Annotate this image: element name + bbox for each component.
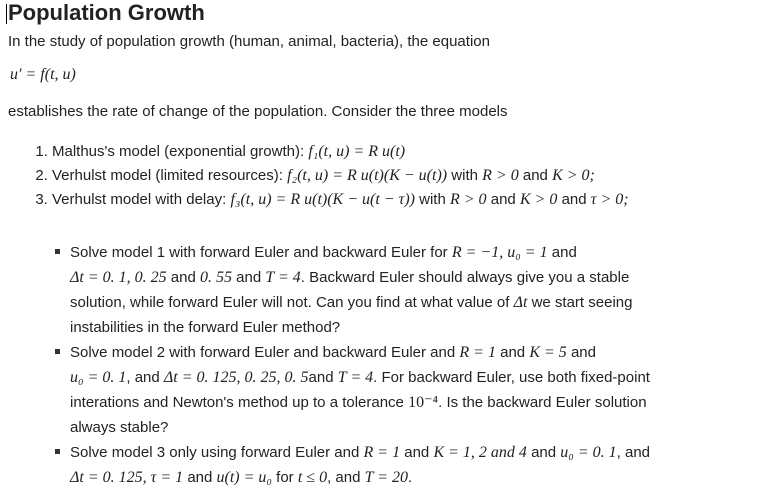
task-math: 0. 55 bbox=[200, 269, 233, 286]
task-text: and bbox=[183, 469, 217, 486]
task-math: K = 1, 2 and 4 bbox=[433, 444, 527, 461]
task-text: Solve model 2 with forward Euler and backward Euler and bbox=[70, 344, 460, 361]
task-text: instabilities in the forward Euler method? bbox=[70, 319, 341, 336]
task-text: . bbox=[408, 469, 413, 486]
task-math: t ≤ 0 bbox=[297, 469, 328, 486]
task-line bbox=[70, 290, 770, 315]
task-text: . For backward Euler, use both fixed-point bbox=[373, 369, 650, 386]
task-math: T = 4 bbox=[265, 269, 301, 286]
task-math: T = 4 bbox=[337, 369, 374, 386]
models-list bbox=[30, 140, 629, 212]
model-formula: f₁(t, u) = R u(t) bbox=[308, 143, 406, 160]
task-text: and bbox=[495, 344, 530, 361]
model-label: Verhulst model with delay: bbox=[52, 191, 231, 208]
model-condition: τ > 0; bbox=[590, 191, 629, 208]
task-item-1 bbox=[70, 240, 770, 340]
task-text: Solve model 1 with forward Euler and backward Euler for bbox=[70, 244, 452, 261]
task-line bbox=[70, 440, 770, 465]
task-line bbox=[70, 265, 770, 290]
task-line bbox=[70, 465, 770, 490]
rate-paragraph: establishes the rate of change of the population. Consider the three models bbox=[8, 103, 508, 120]
task-text: and bbox=[400, 444, 434, 461]
intro-paragraph: In the study of population growth (human, animal, bacteria), the equation bbox=[8, 33, 490, 50]
task-text: solution, while forward Euler will not. Can you find at what value of bbox=[70, 294, 514, 311]
model-condition: R > 0 bbox=[449, 191, 487, 208]
task-text: , and bbox=[327, 469, 365, 486]
task-text: . Backward Euler should always give you a stable bbox=[300, 269, 630, 286]
task-text: always stable? bbox=[70, 419, 169, 436]
task-line bbox=[70, 240, 770, 265]
model-formula: f₂(t, u) = R u(t)(K − u(t)) bbox=[287, 167, 448, 184]
task-math: 10⁻⁴ bbox=[408, 394, 439, 411]
task-line bbox=[70, 315, 770, 340]
task-line bbox=[70, 340, 770, 365]
task-math: T = 20 bbox=[364, 469, 409, 486]
task-math: R = −1, u₀ = 1 bbox=[451, 244, 548, 261]
model-formula: f₃(t, u) = R u(t)(K − u(t − τ)) bbox=[230, 191, 415, 208]
task-math: Δt = 0. 1, 0. 25 bbox=[70, 269, 167, 286]
task-math: Δt = 0. 125, 0. 25, 0. 5 bbox=[163, 369, 309, 386]
task-math: u₀ = 0. 1 bbox=[560, 444, 617, 461]
model-item-1 bbox=[52, 140, 629, 164]
task-math: u(t) = u₀ bbox=[216, 469, 272, 486]
task-math: R = 1 bbox=[363, 444, 401, 461]
model-condition: R > 0 bbox=[482, 167, 519, 184]
model-text: and bbox=[518, 167, 553, 184]
model-text: and bbox=[557, 191, 591, 208]
task-math: R = 1 bbox=[459, 344, 496, 361]
tasks-list bbox=[54, 240, 770, 490]
model-label: Verhulst model (limited resources): bbox=[52, 167, 288, 184]
main-equation: u′ = f(t, u) bbox=[10, 66, 76, 83]
model-text: with bbox=[447, 167, 483, 184]
task-math: Δt bbox=[513, 294, 528, 311]
model-item-3 bbox=[52, 188, 629, 212]
task-math: Δt = 0. 125, τ = 1 bbox=[70, 469, 184, 486]
model-condition: K > 0; bbox=[552, 167, 595, 184]
task-line bbox=[70, 390, 770, 415]
task-text: and bbox=[232, 269, 266, 286]
task-math: K = 5 bbox=[529, 344, 567, 361]
task-item-2 bbox=[70, 340, 770, 440]
model-condition: K > 0 bbox=[519, 191, 558, 208]
task-text: Solve model 3 only using forward Euler and bbox=[70, 444, 364, 461]
task-line bbox=[70, 365, 770, 390]
task-text: interations and Newton's method up to a tolerance bbox=[70, 394, 409, 411]
model-item-2 bbox=[52, 164, 629, 188]
text-cursor bbox=[6, 4, 7, 24]
task-item-3 bbox=[70, 440, 770, 490]
task-text: we start seeing bbox=[527, 294, 633, 311]
task-text: and bbox=[566, 344, 596, 361]
task-text: , and bbox=[126, 369, 164, 386]
task-line bbox=[70, 415, 770, 440]
page-title: Population Growth bbox=[8, 0, 205, 25]
task-text: and bbox=[166, 269, 201, 286]
task-text: , and bbox=[616, 444, 651, 461]
task-text: and bbox=[308, 369, 338, 386]
task-text: and bbox=[526, 444, 561, 461]
task-math: u₀ = 0. 1 bbox=[70, 369, 127, 386]
task-text: for bbox=[272, 469, 298, 486]
task-text: and bbox=[547, 244, 577, 261]
task-text: . Is the backward Euler solution bbox=[438, 394, 647, 411]
model-label: Malthus's model (exponential growth): bbox=[52, 143, 309, 160]
model-text: with bbox=[414, 191, 450, 208]
model-text: and bbox=[486, 191, 520, 208]
